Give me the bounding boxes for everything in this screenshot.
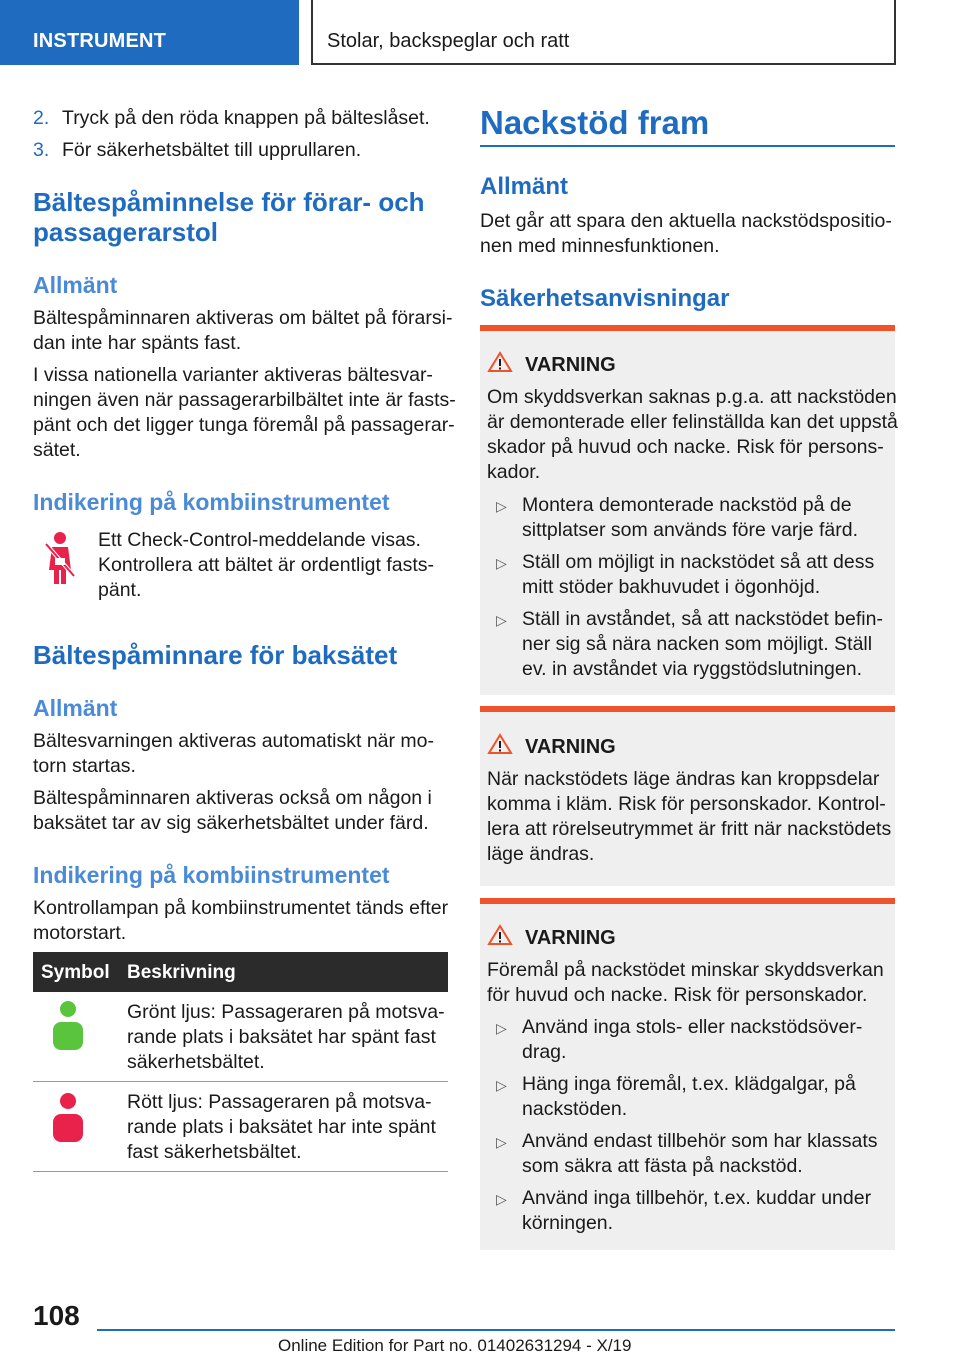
bullet-line: sittplatser som används före varje färd.: [522, 519, 858, 541]
bullet-line: Ställ in avståndet, så att nackstödet befin-: [522, 608, 883, 630]
bullet-line: nackstöden.: [522, 1098, 628, 1120]
bullet-triangle-icon: ▷: [496, 555, 507, 571]
bullet-triangle-icon: ▷: [496, 498, 507, 514]
bullet-line: körningen.: [522, 1212, 614, 1234]
section-heading: Bältespåminnelse för förar- och: [33, 187, 425, 217]
warning-label: VARNING: [525, 927, 616, 949]
section-title: INSTRUMENT: [33, 30, 167, 52]
table-cell-line: Rött ljus: Passageraren på motsva-: [127, 1091, 432, 1113]
table-cell-line: Grönt ljus: Passageraren på motsva-: [127, 1001, 445, 1023]
footer-edition: Online Edition for Part no. 01402631294 - X/19: [278, 1336, 632, 1355]
bullet-line: mitt stöder bakhuvudet i ögonhöjd.: [522, 576, 821, 598]
warning-label: VARNING: [525, 354, 616, 376]
paragraph-line: I vissa nationella varianter aktiveras bältesvar-: [33, 364, 433, 386]
step-text: För säkerhetsbältet till upprullaren.: [62, 139, 362, 161]
warning-label: VARNING: [525, 736, 616, 758]
section-heading: Bältespåminnare för baksätet: [33, 640, 398, 670]
table-cell-line: rande plats i baksätet har inte spänt: [127, 1116, 436, 1138]
table-cell-line: rande plats i baksätet har spänt fast: [127, 1026, 436, 1048]
subheading: Allmänt: [480, 173, 569, 200]
bullet-triangle-icon: ▷: [496, 1020, 507, 1036]
step-3: [33, 138, 361, 163]
paragraph-line: pänt och det ligger tunga föremål på passagerar-: [33, 414, 455, 436]
paragraph-line: dan inte har spänts fast.: [33, 332, 242, 354]
paragraph-line: baksätet tar av sig säkerhetsbältet under färd.: [33, 812, 429, 834]
step-text: Tryck på den röda knappen på bälteslåset.: [62, 107, 430, 129]
column-header-symbol: Symbol: [41, 962, 110, 983]
bullet-line: ner sig så nära nacken som möjligt. Ställ: [522, 633, 873, 655]
bullet-line: ev. in avståndet via ryggstödslutningen.: [522, 658, 863, 680]
bullet-line: Häng inga föremål, t.ex. klädgalgar, på: [522, 1073, 856, 1095]
bullet-line: Använd endast tillbehör som har klassats: [522, 1130, 878, 1152]
warning-line: skador på huvud och nacke. Risk för persons-: [487, 436, 884, 458]
chapter-title: Stolar, backspeglar och ratt: [327, 30, 570, 52]
paragraph-line: Det går att spara den aktuella nackstödspositio-: [480, 210, 892, 232]
passenger-green-icon: [50, 1000, 86, 1052]
bullet-line: Montera demonterade nackstöd på de: [522, 494, 852, 516]
paragraph-line: Bältesvarningen aktiveras automatiskt när mo-: [33, 730, 435, 752]
warning-line: Föremål på nackstödet minskar skyddsverkan: [487, 959, 884, 981]
warning-line: lera att rörelseutrymmet är fritt när nackstödets: [487, 818, 892, 840]
section-heading: passagerarstol: [33, 217, 218, 247]
bullet-line: Använd inga tillbehör, t.ex. kuddar under: [522, 1187, 872, 1209]
table-header: [33, 952, 448, 992]
warning-triangle-icon: [487, 924, 513, 946]
page-title: Nackstöd fram: [480, 104, 710, 141]
paragraph-line: Bältespåminnaren aktiveras också om någon i: [33, 787, 432, 809]
warning-line: komma i kläm. Risk för personskador. Kontrol-: [487, 793, 886, 815]
seatbelt-warning-icon: [40, 530, 80, 586]
paragraph-line: Bältespåminnaren aktiveras om bältet på förarsi-: [33, 307, 453, 329]
table-cell-line: fast säkerhetsbältet.: [127, 1141, 302, 1163]
table-divider: [33, 1171, 448, 1172]
step-number: 2.: [33, 107, 50, 129]
bullet-line: som säkra att fästa på nackstöd.: [522, 1155, 803, 1177]
warning-line: kador.: [487, 461, 541, 483]
bullet-triangle-icon: ▷: [496, 1191, 507, 1207]
step-2: [33, 106, 430, 131]
warning-line: När nackstödets läge ändras kan kroppsdelar: [487, 768, 880, 790]
warning-triangle-icon: [487, 351, 513, 373]
passenger-red-icon: [50, 1092, 86, 1144]
column-header-description: Beskrivning: [127, 962, 236, 983]
paragraph-line: Kontrollera att bältet är ordentligt fasts-: [98, 554, 435, 576]
paragraph-line: pänt.: [98, 579, 142, 601]
warning-line: läge ändras.: [487, 843, 595, 865]
warning-line: är demonterade eller felinställda kan det uppstå: [487, 411, 898, 433]
table-divider: [33, 1081, 448, 1082]
subheading: Säkerhetsanvisningar: [480, 285, 730, 312]
subheading: Allmänt: [33, 695, 118, 721]
bullet-triangle-icon: ▷: [496, 1077, 507, 1093]
title-rule: [480, 145, 895, 147]
bullet-line: drag.: [522, 1041, 567, 1063]
bullet-triangle-icon: ▷: [496, 612, 507, 628]
bullet-triangle-icon: ▷: [496, 1134, 507, 1150]
step-number: 3.: [33, 139, 50, 161]
warning-triangle-icon: [487, 733, 513, 755]
paragraph-line: torn startas.: [33, 755, 136, 777]
table-cell-line: säkerhetsbältet.: [127, 1051, 265, 1073]
footer-rule: [97, 1329, 895, 1331]
subheading: Indikering på kombiinstrumentet: [33, 862, 390, 888]
paragraph-line: Kontrollampan på kombiinstrumentet tänds efter: [33, 897, 449, 919]
chapter-tab: [311, 0, 896, 65]
page-number: 108: [33, 1300, 80, 1331]
paragraph-line: motorstart.: [33, 922, 127, 944]
paragraph-line: nen med minnesfunktionen.: [480, 235, 720, 257]
subheading: Indikering på kombiinstrumentet: [33, 489, 390, 515]
subheading: Allmänt: [33, 272, 118, 298]
paragraph-line: ningen även när passagerarbilbältet inte är fasts-: [33, 389, 456, 411]
bullet-line: Använd inga stols- eller nackstödsöver-: [522, 1016, 863, 1038]
paragraph-line: sätet.: [33, 439, 81, 461]
bullet-line: Ställ om möjligt in nackstödet så att dess: [522, 551, 875, 573]
paragraph-line: Ett Check-Control-meddelande visas.: [98, 529, 421, 551]
section-tab: [0, 0, 299, 65]
warning-line: Om skyddsverkan saknas p.g.a. att nackstöden: [487, 386, 897, 408]
warning-line: för huvud och nacke. Risk för personskador.: [487, 984, 868, 1006]
